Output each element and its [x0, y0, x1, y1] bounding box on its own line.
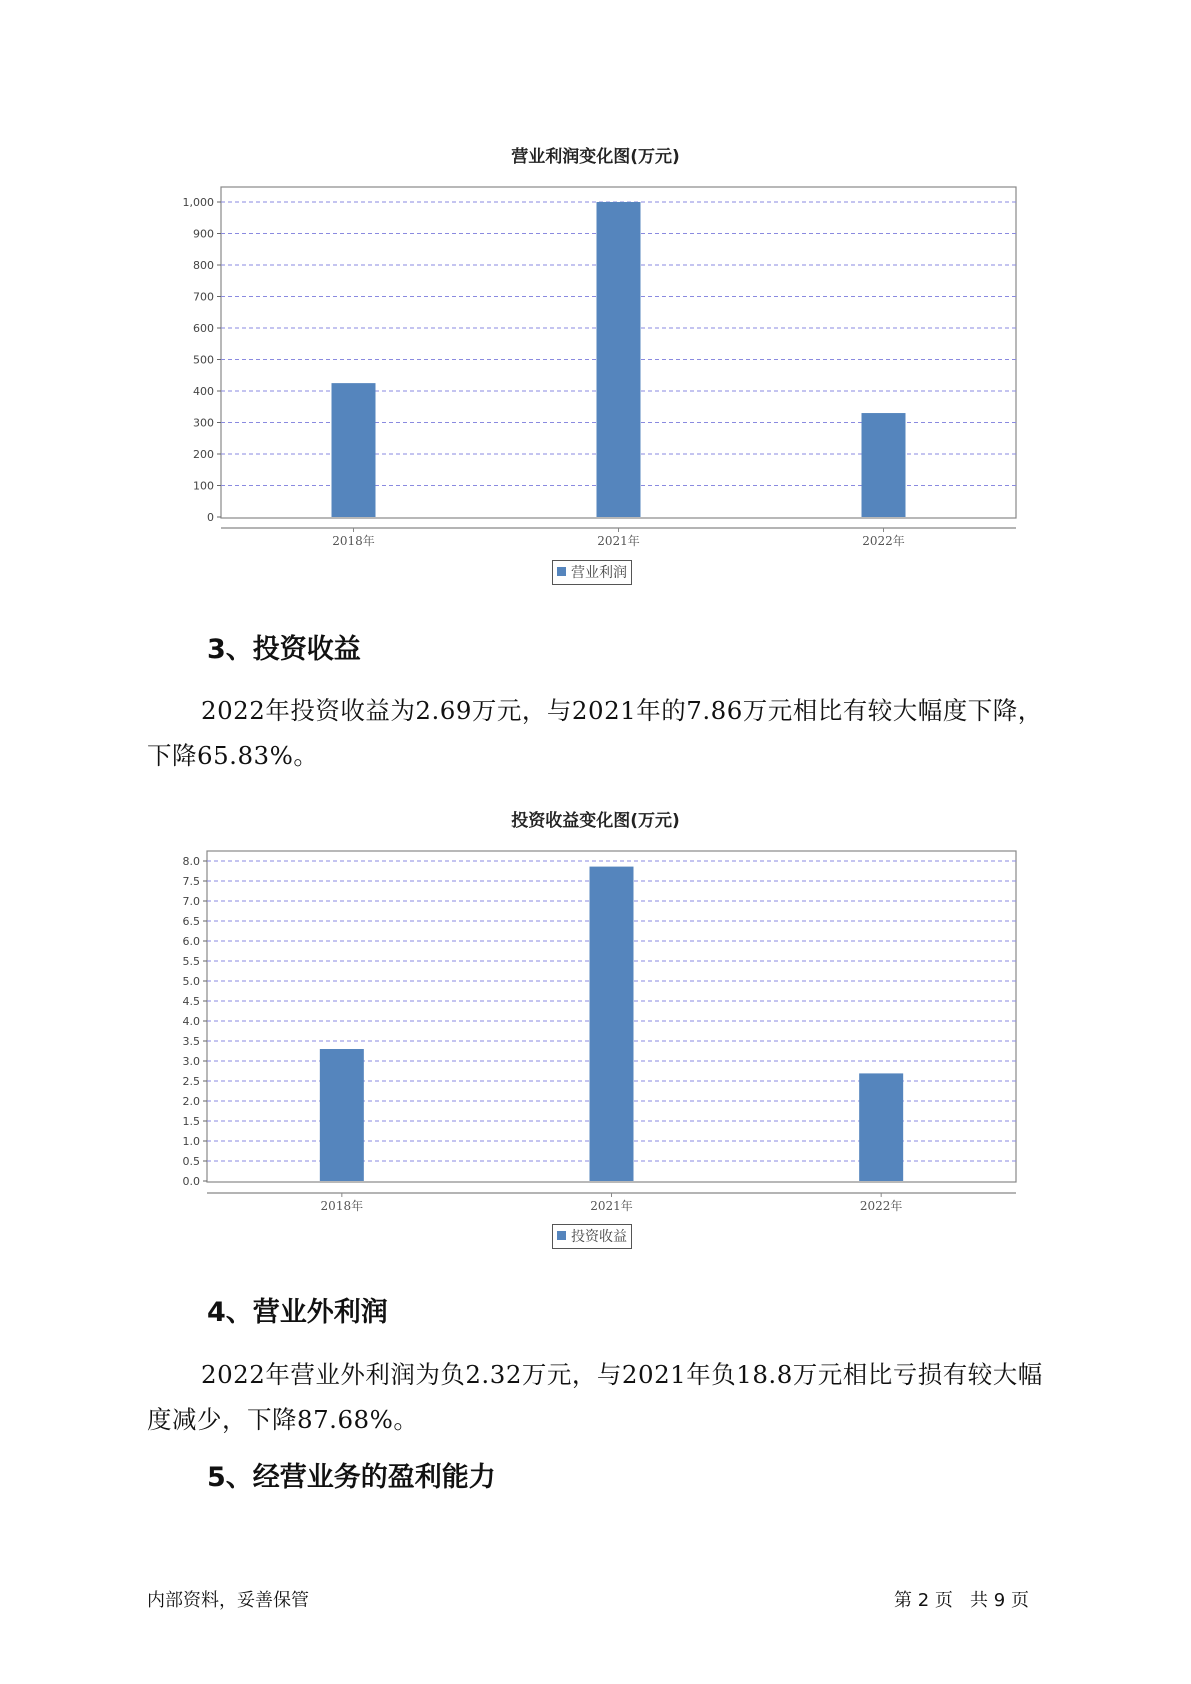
y-tick-label: 800 [193, 259, 214, 272]
bar-2022年 [859, 1073, 903, 1181]
y-tick-label: 500 [193, 353, 214, 367]
y-tick-label: 4.5 [182, 995, 200, 1008]
bar-2021年 [590, 867, 634, 1181]
section-paragraph-3: 2022年投资收益为2.69万元，与2021年的7.86万元相比有较大幅度下降，下降65.83%。 [147, 696, 1043, 770]
y-tick-label: 7.0 [182, 895, 200, 908]
chart2-legend-label: 投资收益 [571, 1229, 627, 1245]
y-tick-label: 5.0 [182, 975, 200, 988]
y-tick-label: 300 [193, 416, 214, 430]
y-tick-label: 0 [207, 511, 214, 524]
y-tick-label: 3.0 [182, 1055, 200, 1068]
y-tick-label: 1.0 [182, 1135, 200, 1148]
y-tick-label: 5.5 [182, 955, 200, 968]
x-tick-label: 2021年 [590, 1199, 633, 1213]
y-tick-label: 400 [193, 385, 214, 398]
y-tick-label: 200 [193, 448, 214, 461]
x-tick-label: 2018年 [332, 534, 375, 548]
y-tick-label: 2.5 [182, 1075, 200, 1088]
y-tick-label: 3.5 [182, 1035, 200, 1048]
bar-2018年 [320, 1049, 364, 1181]
y-tick-label: 6.0 [182, 935, 200, 948]
section-heading-5: 5、经营业务的盈利能力 [207, 1462, 496, 1493]
y-tick-label: 0.0 [182, 1175, 200, 1188]
y-tick-label: 700 [193, 290, 214, 304]
y-tick-label: 600 [193, 322, 214, 335]
section-heading-3: 3、投资收益 [207, 634, 361, 665]
section-heading-4: 4、营业外利润 [207, 1297, 388, 1328]
x-tick-label: 2022年 [859, 1199, 903, 1213]
x-tick-label: 2021年 [597, 534, 640, 548]
chart2-legend [552, 1224, 632, 1249]
y-tick-label: 6.5 [182, 915, 200, 928]
x-tick-label: 2018年 [320, 1199, 364, 1213]
y-tick-label: 8.0 [182, 855, 200, 868]
section-paragraph-4: 2022年营业外利润为负2.32万元，与2021年负18.8万元相比亏损有较大幅度减少，下降87.68%。 [147, 1360, 1043, 1434]
footer-right: 第 2 页 共 9 页 [894, 1590, 1029, 1611]
y-tick-label: 1,000 [182, 196, 214, 209]
legend-swatch [557, 1231, 566, 1240]
chart2-title: 投资收益变化图(万元) [511, 811, 680, 831]
y-tick-label: 0.5 [182, 1155, 200, 1168]
y-tick-label: 900 [193, 227, 214, 241]
y-tick-label: 2.0 [182, 1095, 200, 1108]
y-tick-label: 1.5 [182, 1115, 200, 1128]
y-tick-label: 4.0 [182, 1015, 200, 1028]
footer-left: 内部资料，妥善保管 [147, 1590, 309, 1611]
y-tick-label: 100 [193, 479, 214, 493]
y-tick-label: 7.5 [182, 875, 200, 888]
chart1-legend-label: 营业利润 [571, 565, 627, 581]
chart1-title: 营业利润变化图(万元) [511, 147, 680, 167]
x-tick-label: 2022年 [862, 534, 905, 548]
